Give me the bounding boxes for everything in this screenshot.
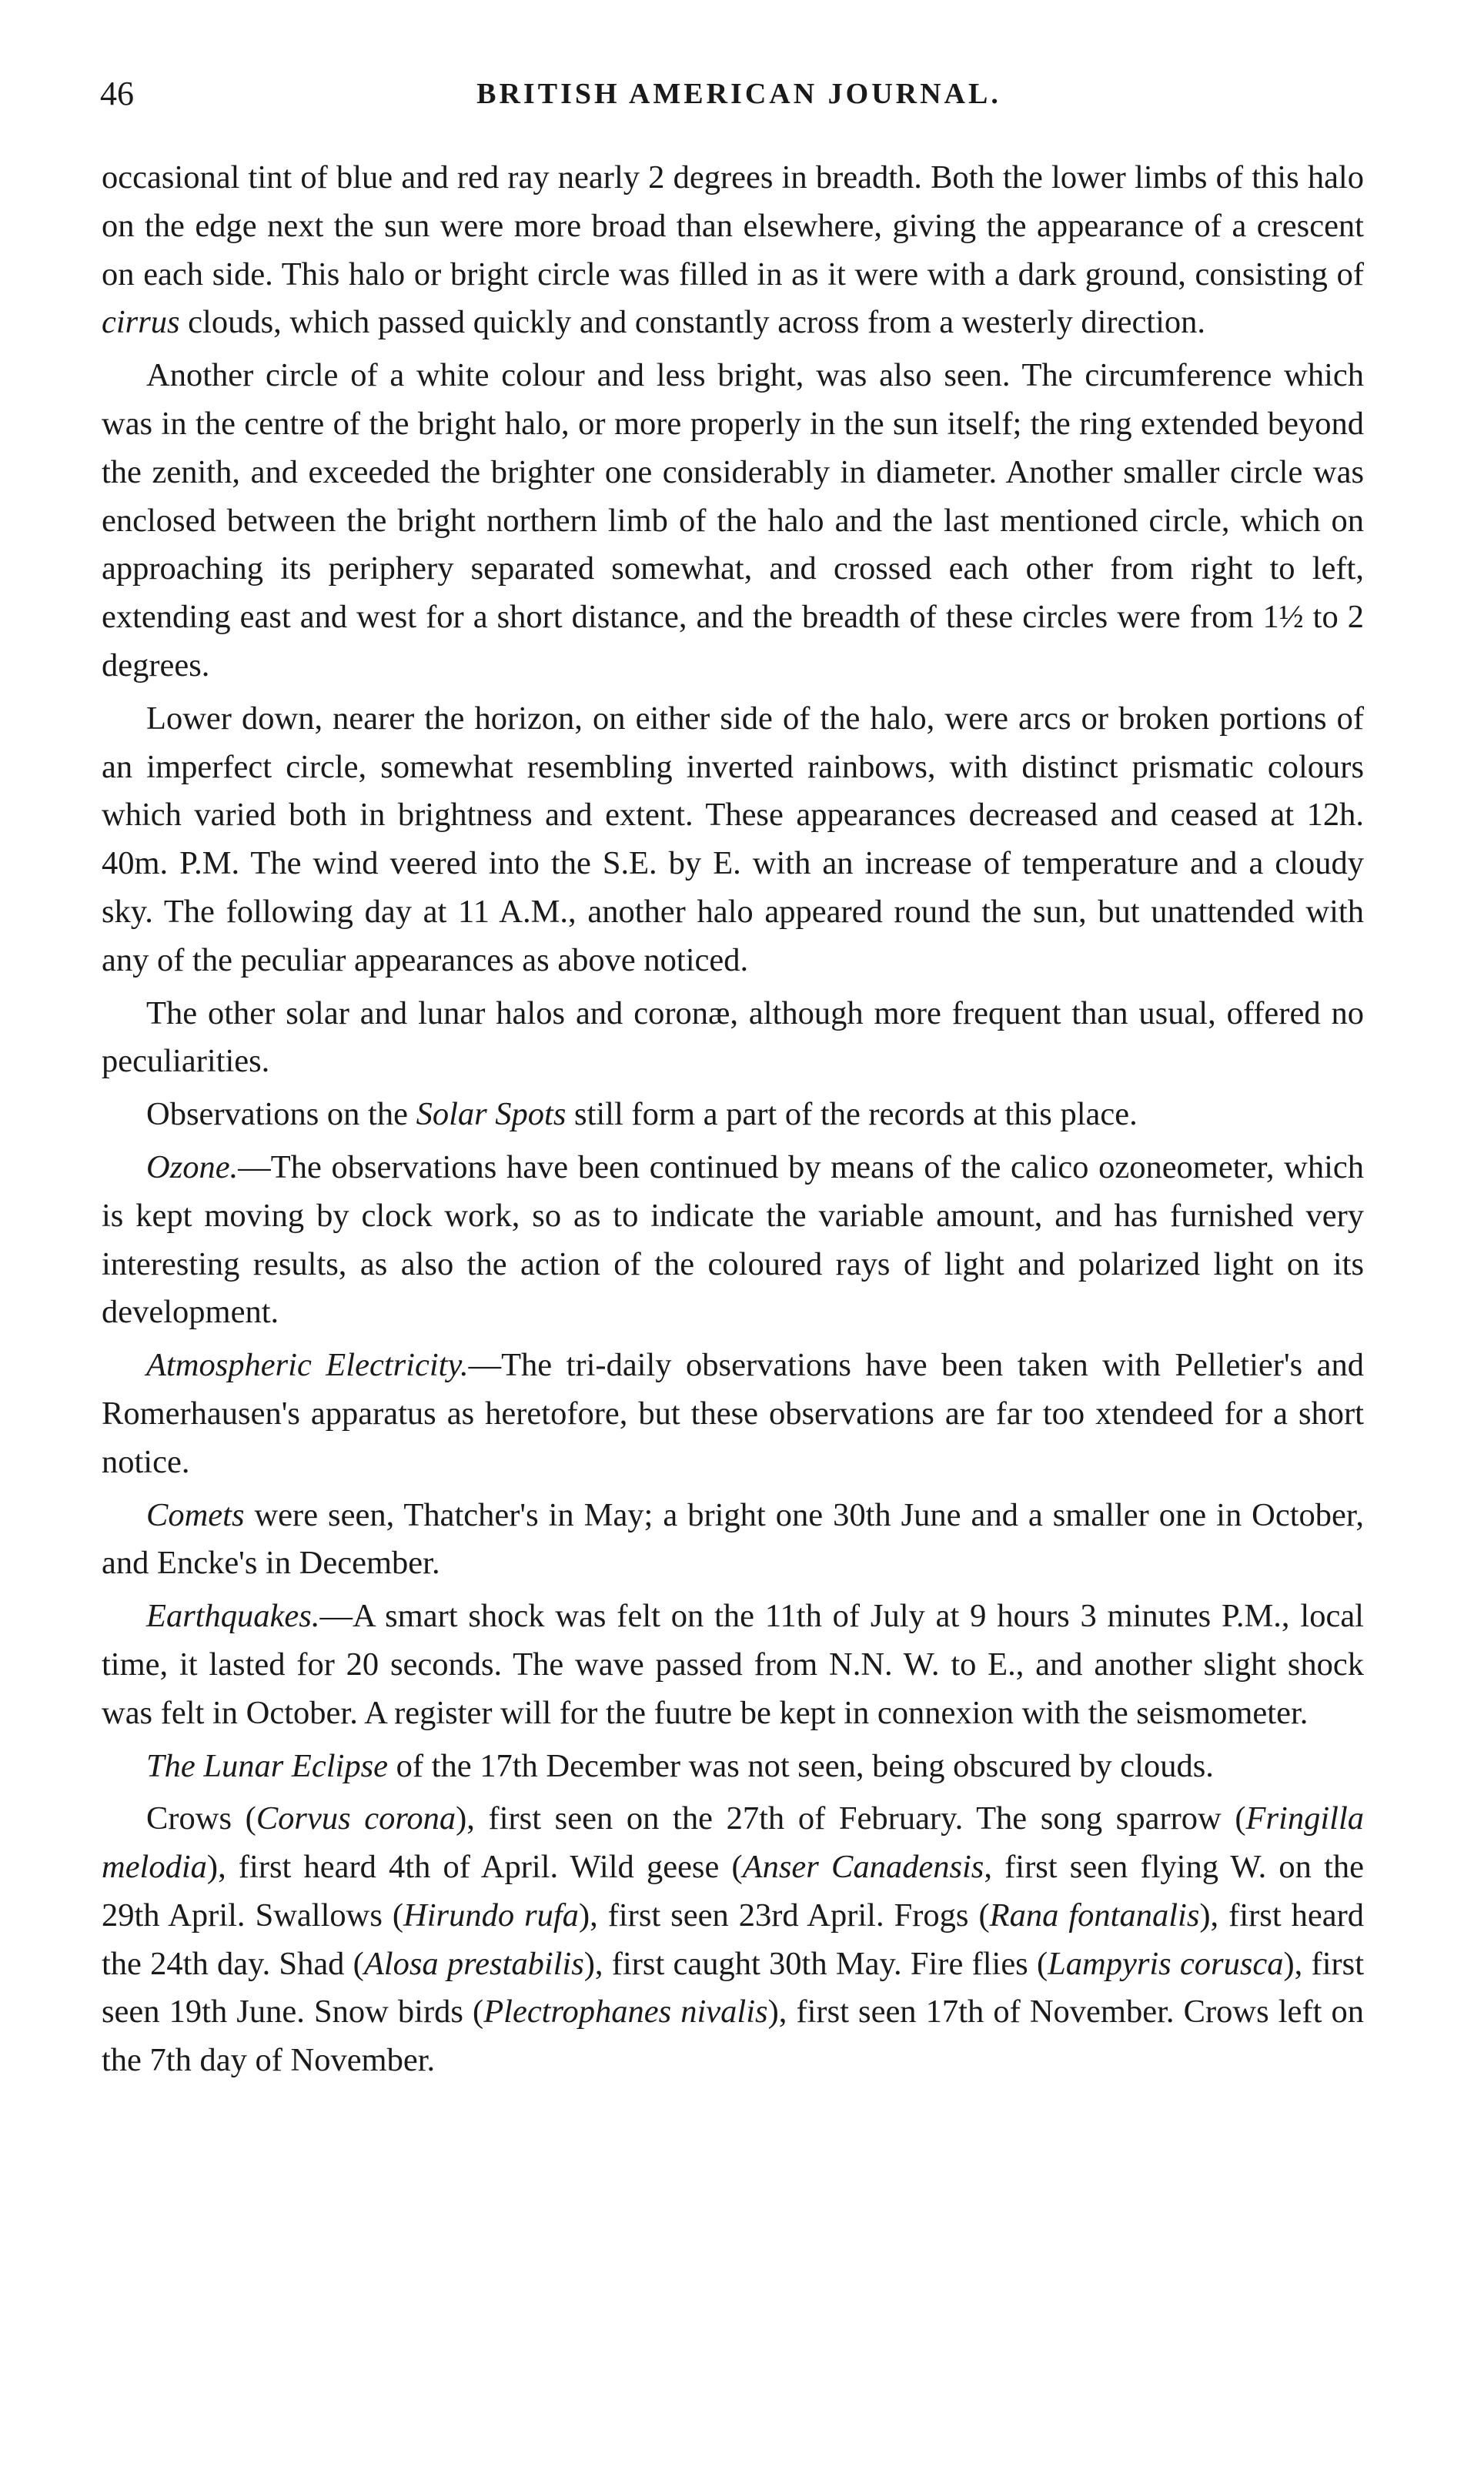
- paragraph-text: ), first caught 30th May. Fire flies (: [583, 1945, 1048, 1982]
- paragraph-text: of the 17th December was not seen, being obscured by clouds.: [388, 1747, 1214, 1784]
- italic-text: Fringilla melodia: [102, 1800, 1365, 1886]
- paragraph-text: The other solar and lunar halos and coronæ, although more frequent than usual, offered no peculiarities.: [102, 994, 1364, 1080]
- paragraph-text: ), first heard 4th of April. Wild geese (: [206, 1849, 743, 1886]
- paragraph-text: ), first seen 17th of November. Crows left on the 7th day of November.: [102, 1994, 1364, 2079]
- paragraph-another-circle: [102, 352, 1364, 690]
- italic-text: Earthquakes.: [146, 1598, 320, 1635]
- italic-text: Hirundo rufa: [403, 1897, 579, 1934]
- paragraph-text: clouds, which passed quickly and constantly across from a westerly direction.: [179, 304, 1206, 341]
- paragraph-lower-down: [102, 695, 1364, 985]
- paragraph-text: ), first seen 23rd April. Frogs (: [578, 1897, 990, 1934]
- italic-text: Alosa prestabilis: [363, 1945, 584, 1982]
- paragraph-other-halos: [102, 990, 1364, 1087]
- paragraph-text: Observations on the: [146, 1096, 416, 1133]
- paragraph-text: ), first seen 19th June. Snow birds (: [102, 1945, 1364, 2030]
- paragraph-text: Lower down, nearer the horizon, on either side of the halo, were arcs or broken portions of an imperfect circle, somewhat resembling inverted rainbows, with distinct prismatic colours which varied both in brightness and extent. These appearances decreased and ceased at 12h. 40m. P.M. The wind veered into the S.E. by E. with an increase of temperature and a cloudy sky. The following day at 11 A.M., another halo appeared round the sun, but unattended with any of the peculiar appearances as above noticed.: [102, 700, 1364, 978]
- italic-text: Comets: [146, 1496, 245, 1533]
- paragraph-text: occasional tint of blue and red ray nearly 2 degrees in breadth. Both the lower limbs of this halo on the edge next the sun were more broad than elsewhere, giving the appearance of a crescent on each side. This halo or bright circle was filled in as it were with a dark ground, consisting of: [102, 159, 1364, 292]
- paragraph-halo-continued: [102, 154, 1364, 347]
- paragraph-ozone: [102, 1144, 1364, 1337]
- italic-text: Rana fontanalis: [989, 1897, 1200, 1934]
- paragraph-atmospheric-electricity: [102, 1342, 1364, 1486]
- italic-text: Anser Canadensis: [742, 1849, 984, 1886]
- running-head: BRITISH AMERICAN JOURNAL.: [476, 78, 1001, 110]
- paragraph-text: —A smart shock was felt on the 11th of July at 9 hours 3 minutes P.M., local time, it lasted for 20 seconds. The wave passed from N.N. W. to E., and another slight shock was felt in October. A register will for the fuutre be kept in connexion with the seismometer.: [102, 1598, 1364, 1731]
- italic-text: Atmospheric Electricity.: [146, 1347, 469, 1384]
- italic-text: Solar Spots: [416, 1096, 567, 1133]
- paragraph-text: —The tri-daily observations have been taken with Pelletier's and Romerhausen's apparatus as heretofore, but these observations are far too xtendeed for a short notice.: [102, 1347, 1364, 1480]
- page-header: [92, 74, 1385, 128]
- paragraph-lunar-eclipse: [102, 1743, 1364, 1791]
- italic-text: Ozone.: [146, 1148, 239, 1185]
- paragraph-text: Crows (: [146, 1800, 256, 1837]
- paragraph-earthquakes: [102, 1593, 1364, 1737]
- paragraph-text: , first seen flying W. on the 29th April. Swallows (: [102, 1849, 1364, 1934]
- paragraph-text: ), first heard the 24th day. Shad (: [102, 1897, 1365, 1982]
- italic-text: Lampyris corusca: [1048, 1945, 1284, 1982]
- paragraph-crows: [102, 1795, 1364, 2085]
- paragraph-text: were seen, Thatcher's in May; a bright one 30th June and a smaller one in October, and Encke's in December.: [102, 1496, 1364, 1582]
- page-number: 46: [100, 75, 134, 112]
- italic-text: Corvus corona: [256, 1800, 456, 1837]
- paragraph-text: ), first seen on the 27th of February. The song sparrow (: [456, 1800, 1246, 1837]
- italic-text: Plectrophanes nivalis: [483, 1994, 768, 2030]
- italic-text: The Lunar Eclipse: [146, 1747, 389, 1784]
- italic-text: cirrus: [102, 304, 180, 341]
- paragraph-solar-spots: [102, 1091, 1364, 1139]
- paragraph-text: still form a part of the records at this place.: [566, 1096, 1138, 1133]
- article-body: [102, 154, 1364, 2085]
- paragraph-text: —The observations have been continued by means of the calico ozoneometer, which is kept moving by clock work, so as to indicate the variable amount, and has furnished very interesting results, as also the action of the coloured rays of light and polarized light on its development.: [102, 1148, 1364, 1331]
- paragraph-comets: [102, 1492, 1364, 1589]
- paragraph-text: Another circle of a white colour and less bright, was also seen. The circumference which was in the centre of the bright halo, or more properly in the sun itself; the ring extended beyond the zenith, and exceeded the brighter one considerably in diameter. Another smaller circle was enclosed between the bright northern limb of the halo and the last mentioned circle, which on approaching its periphery separated somewhat, and crossed each other from right to left, extending east and west for a short distance, and the breadth of these circles were from 1½ to 2 degrees.: [102, 357, 1364, 684]
